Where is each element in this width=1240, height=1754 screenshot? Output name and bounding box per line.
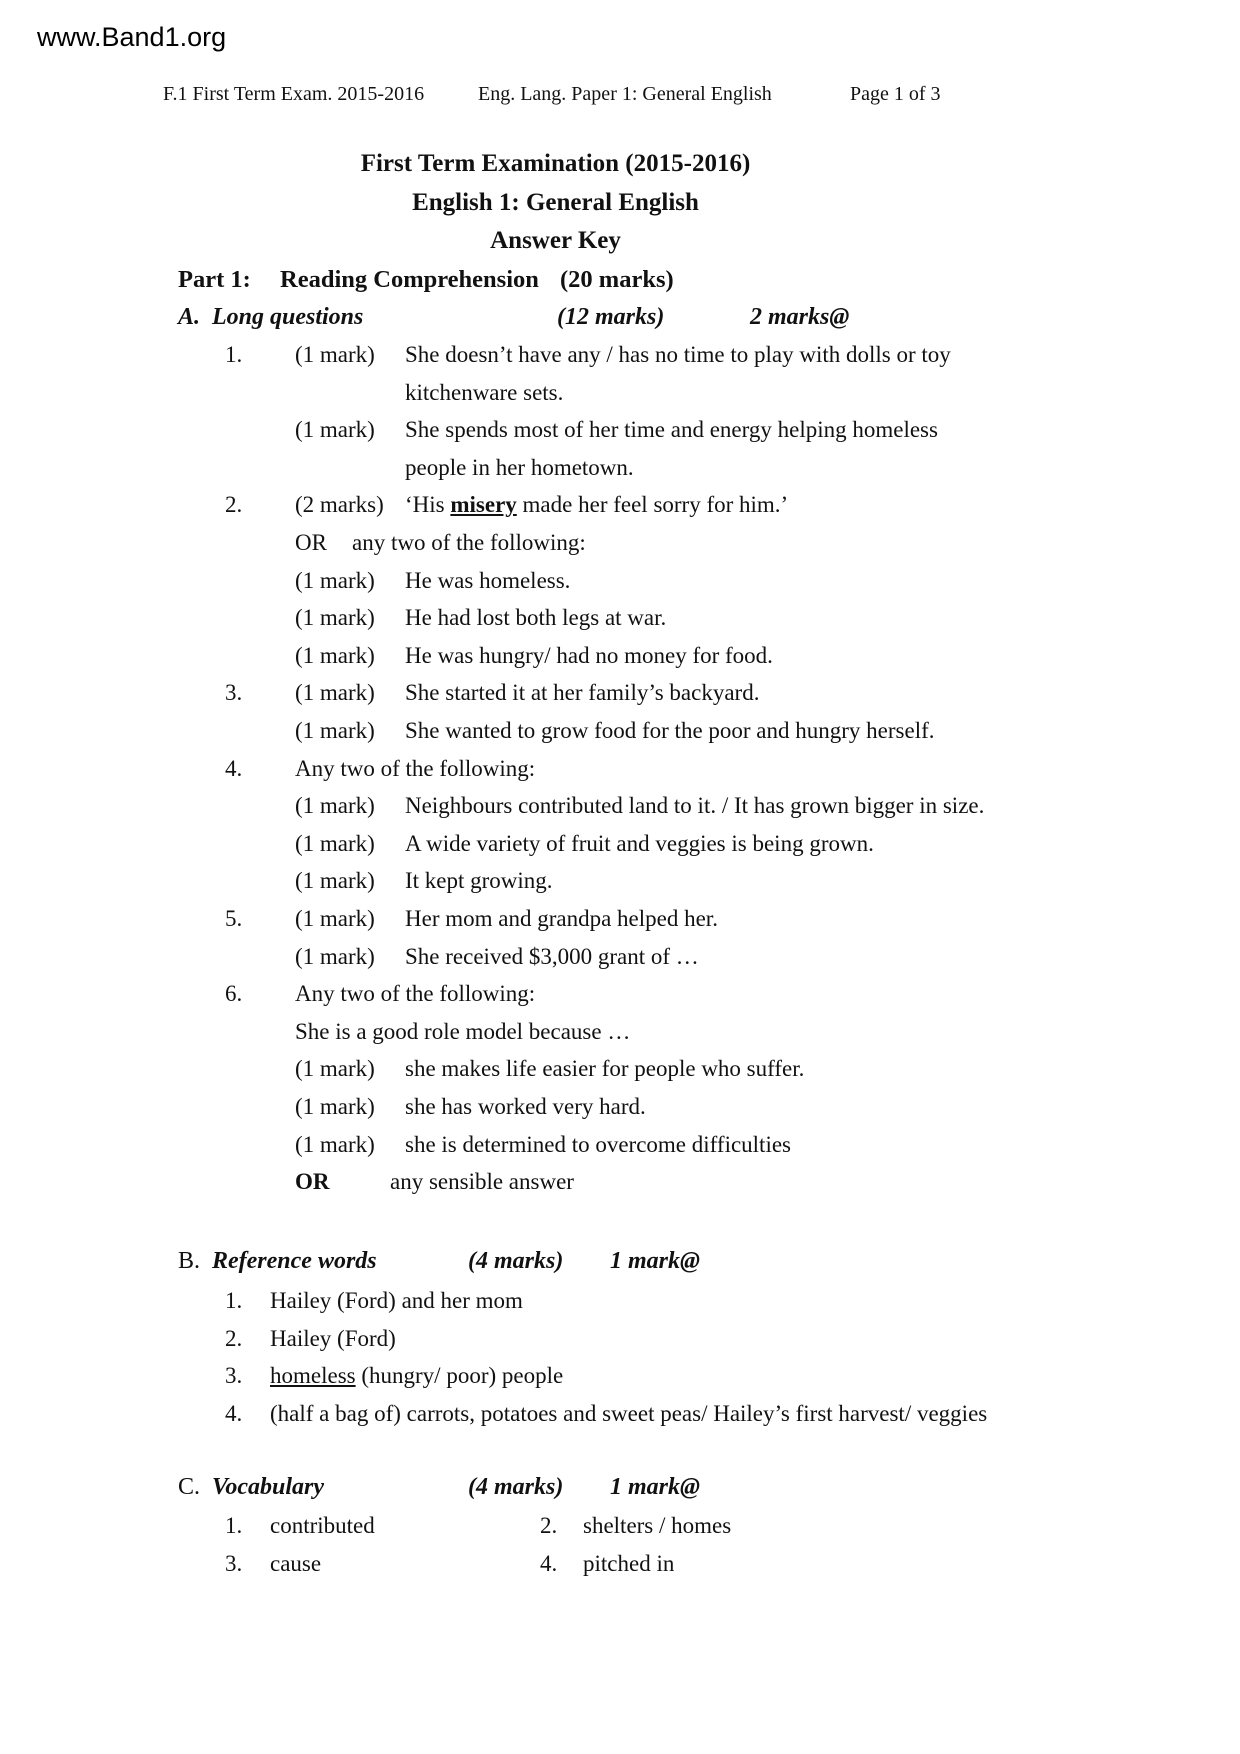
section-a-marks: (12 marks) [557, 304, 665, 330]
answer-line [0, 637, 1240, 675]
section-a-per-mark: 2 marks@ [750, 304, 850, 330]
answer-line [0, 599, 1240, 637]
answer-text: kitchenware sets. [405, 379, 564, 405]
answer-text: He was homeless. [405, 567, 571, 593]
section-c-heading [0, 1469, 1240, 1507]
mark-label: (1 mark) [295, 830, 375, 856]
answer-text: Her mom and grandpa helped her. [405, 906, 718, 931]
mark-label: (1 mark) [295, 342, 375, 367]
answer-text: she makes life easier for people who suffer. [405, 1056, 805, 1082]
answer-line [0, 1050, 1240, 1088]
answer-text: He was hungry/ had no money for food. [405, 642, 773, 668]
answer-line [0, 825, 1240, 863]
answer-text [270, 1357, 563, 1395]
answer-line [0, 1395, 1240, 1433]
mark-label: (1 mark) [295, 868, 375, 894]
or-label: OR [295, 1169, 330, 1195]
item-number: 3. [225, 680, 243, 706]
answer-line [0, 449, 1240, 487]
answer-line [0, 336, 1240, 374]
item-number: 2. [225, 1325, 243, 1351]
answer-text-part: homeless [270, 1363, 356, 1389]
item-number: 2. [225, 492, 243, 518]
mark-label: (2 marks) [295, 492, 384, 518]
section-c-marks: (4 marks) [468, 1474, 564, 1500]
site-watermark: www.Band1.org [37, 22, 227, 52]
answer-text: people in her hometown. [405, 454, 634, 480]
answer-text: Hailey (Ford) [270, 1325, 396, 1351]
answer-text-part: made her feel sorry for him.’ [516, 492, 789, 518]
answer-text: Hailey (Ford) and her mom [270, 1288, 523, 1313]
answer-line [0, 1282, 1240, 1320]
answer-line [0, 787, 1240, 825]
answer-line [0, 674, 1240, 712]
section-a-heading [0, 299, 1240, 337]
page-header-page-number: Page 1 of 3 [850, 83, 941, 105]
answer-line [0, 712, 1240, 750]
answer-text: (half a bag of) carrots, potatoes and sweet peas/ Hailey’s first harvest/ veggies [270, 1400, 988, 1426]
answer-text: A wide variety of fruit and veggies is being grown. [405, 830, 874, 856]
item-number: 2. [540, 1513, 558, 1538]
answer-line [0, 411, 1240, 449]
answer-text: she is determined to overcome difficulties [405, 1131, 791, 1157]
answer-text: She is a good role model because … [295, 1018, 631, 1044]
mark-label: (1 mark) [295, 718, 375, 743]
item-number: 4. [225, 755, 243, 781]
page-header-exam-name: F.1 First Term Exam. 2015-2016 [163, 83, 425, 105]
answer-text: Any two of the following: [295, 755, 536, 781]
item-number: 4. [225, 1400, 243, 1426]
answer-text: any two of the following: [352, 530, 586, 555]
answer-text: It kept growing. [405, 868, 553, 894]
answer-line [0, 1320, 1240, 1358]
document-title-block [163, 145, 948, 261]
answer-text: shelters / homes [583, 1513, 732, 1538]
section-c-answers [0, 1507, 1240, 1583]
answer-text: She started it at her family’s backyard. [405, 680, 760, 706]
mark-label: (1 mark) [295, 1131, 375, 1157]
answer-line [0, 750, 1240, 788]
answer-text-part: (hungry/ poor) people [355, 1363, 564, 1389]
mark-label: (1 mark) [295, 417, 375, 443]
answer-line [0, 1088, 1240, 1126]
answer-text: pitched in [583, 1550, 675, 1576]
section-c-letter: C. [178, 1474, 201, 1500]
answer-text: any sensible answer [390, 1169, 574, 1195]
answer-line [0, 1545, 1240, 1583]
mark-label: (1 mark) [295, 1056, 375, 1082]
answer-line [0, 486, 1240, 524]
item-number: 3. [225, 1363, 243, 1389]
part1-heading [0, 261, 1240, 299]
mark-label: (1 mark) [295, 906, 375, 931]
answer-line [0, 1163, 1240, 1201]
part1-label: Part 1: [178, 266, 251, 293]
part1-title: Reading Comprehension [280, 266, 539, 293]
mark-label: (1 mark) [295, 680, 375, 706]
section-b-marks: (4 marks) [468, 1248, 564, 1274]
title-paper: English 1: General English [412, 188, 699, 216]
answer-text: contributed [270, 1513, 375, 1538]
item-number: 4. [540, 1550, 558, 1576]
answer-text: Neighbours contributed land to it. / It has grown bigger in size. [405, 793, 985, 819]
title-exam: First Term Examination (2015-2016) [360, 150, 751, 177]
answer-text-part: misery [450, 492, 517, 518]
answer-text: she has worked very hard. [405, 1094, 646, 1119]
answer-text: Any two of the following: [295, 981, 536, 1007]
answer-line [0, 374, 1240, 412]
section-b-letter: B. [178, 1248, 201, 1274]
section-c-title: Vocabulary [212, 1474, 325, 1500]
mark-label: (1 mark) [295, 943, 375, 969]
section-a-answers [0, 336, 1240, 1202]
page-header-paper-name: Eng. Lang. Paper 1: General English [478, 83, 772, 105]
mark-label: (1 mark) [295, 605, 375, 631]
answer-text: She spends most of her time and energy helping homeless [405, 417, 938, 443]
section-b-answers [0, 1282, 1240, 1434]
answer-text: He had lost both legs at war. [405, 605, 667, 631]
or-label: OR [295, 530, 327, 555]
mark-label: (1 mark) [295, 793, 375, 819]
answer-text: She doesn’t have any / has no time to play with dolls or toy [405, 342, 951, 367]
mark-label: (1 mark) [295, 642, 375, 668]
answer-line [0, 1507, 1240, 1545]
item-number: 6. [225, 981, 243, 1007]
item-number: 3. [225, 1550, 243, 1576]
answer-text [405, 486, 788, 524]
answer-line [0, 975, 1240, 1013]
item-number: 1. [225, 1288, 243, 1313]
answer-line [0, 900, 1240, 938]
section-b-title: Reference words [212, 1248, 377, 1274]
answer-text: cause [270, 1550, 322, 1576]
mark-label: (1 mark) [295, 1094, 375, 1119]
answer-text-part: ‘His [405, 492, 451, 518]
item-number: 1. [225, 342, 243, 367]
answer-line [0, 1013, 1240, 1051]
section-c-per-mark: 1 mark@ [610, 1474, 700, 1500]
section-b-heading [0, 1243, 1240, 1281]
answer-line [0, 862, 1240, 900]
mark-label: (1 mark) [295, 567, 375, 593]
title-answer-key: Answer Key [490, 227, 621, 255]
answer-text: She wanted to grow food for the poor and hungry herself. [405, 718, 935, 743]
item-number: 1. [225, 1513, 243, 1538]
answer-line [0, 1357, 1240, 1395]
section-a-letter: A. [178, 304, 201, 330]
part1-marks: (20 marks) [560, 266, 674, 293]
answer-line [0, 938, 1240, 976]
section-a-title: Long questions [212, 304, 364, 330]
item-number: 5. [225, 906, 243, 931]
answer-line [0, 1126, 1240, 1164]
answer-line [0, 562, 1240, 600]
answer-text: She received $3,000 grant of … [405, 943, 699, 969]
section-b-per-mark: 1 mark@ [610, 1248, 700, 1274]
answer-line [0, 524, 1240, 562]
